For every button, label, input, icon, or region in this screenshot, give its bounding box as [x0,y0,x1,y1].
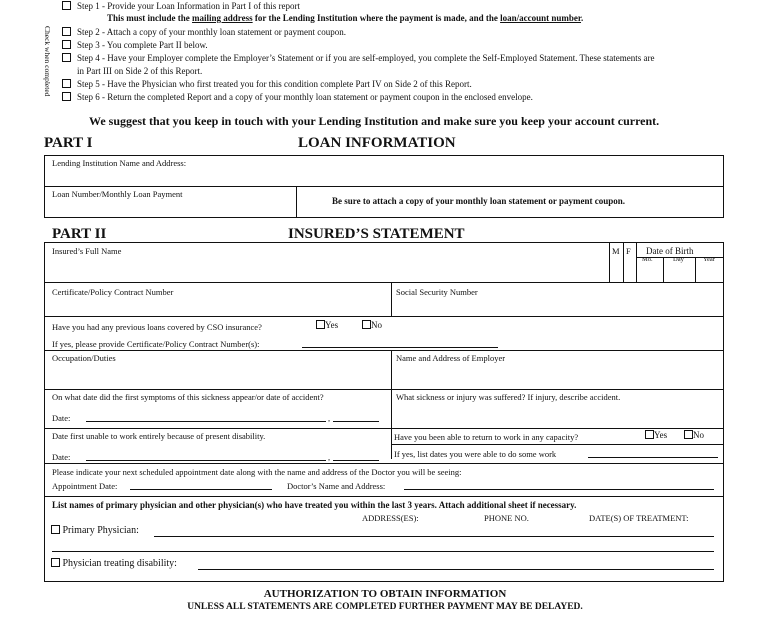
certificate-label: Certificate/Policy Contract Number [52,287,174,297]
symptoms-date-label: Date: [52,413,71,423]
occupation-label: Occupation/Duties [52,353,116,363]
ssn-label: Social Security Number [396,287,478,297]
side-label: Check when completed [43,26,52,97]
unable-date-label: Date: [52,452,71,462]
return-if-yes: If yes, list dates you were able to do some work [394,449,557,459]
appointment-date-line[interactable] [130,489,272,490]
male-label: M [612,246,620,256]
step-2: Step 2 - Attach a copy of your monthly loan statement or payment coupon. [62,27,346,38]
step-3: Step 3 - You complete Part II below. [62,40,208,51]
step-4-checkbox[interactable] [62,53,71,62]
return-no[interactable]: No [684,430,704,440]
step-5: Step 5 - Have the Physician who first treated you for this condition complete Part IV on Side 2 of this Report. [62,79,472,90]
step-6: Step 6 - Return the completed Report and a copy of your monthly loan statement or payment coupon in the enclosed envelope. [62,92,533,103]
part1-heading: PART I [44,135,93,151]
treatment-dates-header: DATE(S) OF TREATMENT: [589,513,689,523]
return-yes[interactable]: Yes [645,430,667,440]
dob-month-label: Mo. [642,256,653,263]
step-6-checkbox[interactable] [62,92,71,101]
step-3-checkbox[interactable] [62,40,71,49]
full-name-label: Insured’s Full Name [52,246,122,256]
treating-physician-line[interactable] [198,569,714,570]
primary-physician-checkbox[interactable] [51,525,60,534]
primary-physician: Primary Physician: [51,525,139,536]
prev-loans-no-checkbox[interactable] [362,320,371,329]
phone-header: PHONE NO. [484,513,529,523]
symptoms-year-line[interactable] [333,421,379,422]
prev-loans-question: Have you had any previous loans covered by CSO insurance? [52,322,262,332]
step-5-checkbox[interactable] [62,79,71,88]
unable-year-line[interactable] [333,460,379,461]
primary-physician-line-2[interactable] [52,551,714,552]
suggestion-text: We suggest that you keep in touch with your Lending Institution and make sure you keep your account current. [89,114,660,128]
prev-loans-if-yes: If yes, please provide Certificate/Policy Contract Number(s): [52,339,260,349]
part2-title: INSURED’S STATEMENT [288,226,465,242]
step-2-checkbox[interactable] [62,27,71,36]
unable-question: Date first unable to work entirely because of present disability. [52,431,266,441]
step-1: Step 1 - Provide your Loan Information in Part I of this report [62,1,300,12]
part1-title: LOAN INFORMATION [298,135,456,151]
unable-date-line[interactable] [86,460,326,461]
prev-loans-yes[interactable]: Yes [316,320,338,330]
appointment-date-label: Appointment Date: [52,481,118,491]
loan-number-label: Loan Number/Monthly Loan Payment [52,189,183,199]
lender-label: Lending Institution Name and Address: [52,158,187,168]
authorization-warning: UNLESS ALL STATEMENTS ARE COMPLETED FURTHER PAYMENT MAY BE DELAYED. [187,602,583,612]
dob-year-label: Year [703,256,715,263]
symptoms-date-line[interactable] [86,421,326,422]
step-4: Step 4 - Have your Employer complete the Employer’s Statement or if you are self-employed, you complete the Self-Employed Statement. These statements are [62,53,655,64]
step-1-note: This must include the mailing address for the Lending Institution where the payment is made, and the loan/account number. [107,13,584,23]
step-1-checkbox[interactable] [62,1,71,10]
sickness-question: What sickness or injury was suffered? If injury, describe accident. [396,392,621,402]
return-no-checkbox[interactable] [684,430,693,439]
return-yes-checkbox[interactable] [645,430,654,439]
authorization-title: AUTHORIZATION TO OBTAIN INFORMATION [263,588,507,600]
appointment-question: Please indicate your next scheduled appointment date along with the name and address of the Doctor you will be seeing: [52,467,462,477]
prev-loans-numbers-line[interactable] [302,347,498,348]
primary-physician-line[interactable] [154,536,714,537]
doctor-name-line[interactable] [404,489,714,490]
symptoms-question: On what date did the first symptoms of this sickness appear/or date of accident? [52,392,324,402]
prev-loans-yes-checkbox[interactable] [316,320,325,329]
employer-label: Name and Address of Employer [396,353,506,363]
attach-note: Be sure to attach a copy of your monthly loan statement or payment coupon. [332,196,625,206]
dob-label: Date of Birth [646,246,694,256]
prev-loans-no[interactable]: No [362,320,382,330]
treating-physician-checkbox[interactable] [51,558,60,567]
return-question: Have you been able to return to work in any capacity? [394,432,579,442]
addresses-header: ADDRESS(ES): [362,513,419,523]
doctor-name-label: Doctor’s Name and Address: [287,481,386,491]
treating-physician: Physician treating disability: [51,558,177,569]
part2-heading: PART II [52,226,107,242]
step-4-continued: in Part III on Side 2 of this Report. [77,66,203,76]
female-label: F [626,246,631,256]
dob-day-label: Day [673,256,684,263]
return-dates-line[interactable] [588,457,718,458]
physicians-question: List names of primary physician and other physician(s) who have treated you within the last 3 years. Attach additional sheet if necessary. [52,500,577,510]
